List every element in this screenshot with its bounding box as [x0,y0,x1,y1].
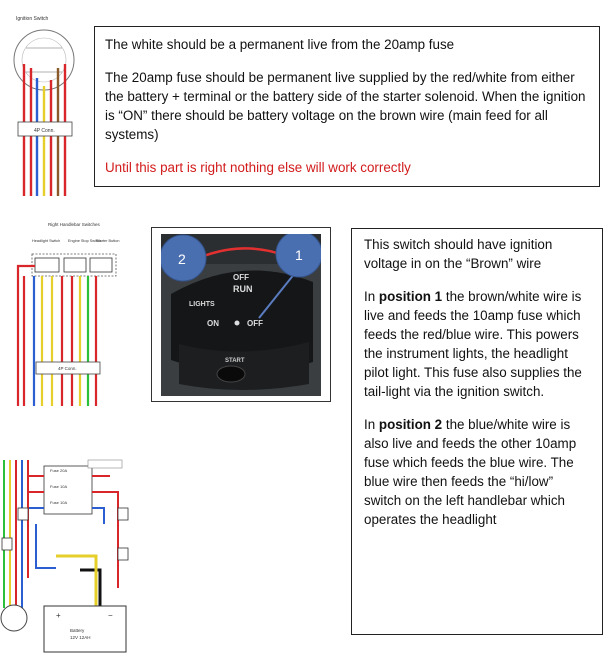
photo-label-run: RUN [233,284,253,294]
ignition-switch-diagram [4,8,88,198]
position-2-label: position 2 [378,417,443,432]
top-note-box [94,26,600,187]
position-1-label: position 1 [378,289,443,304]
starter-motor-circle [1,605,27,631]
position-2-paragraph: In position 2 the blue/white wire is also live and feeds the other 10amp fuse which feeds the blue wire. The blue wire then feeds the “hi/low” switch on the left handlebar which operates the headlight [364,417,577,527]
handlebar-switch-box [32,254,116,276]
note-paragraph-1: The white should be a permanent live from the 20amp fuse [105,37,455,52]
svg-text:Headlight Switch: Headlight Switch [32,239,61,243]
svg-text:2: 2 [178,251,186,267]
photo-label-off: OFF [247,319,263,328]
photo-label-off-top: OFF [233,273,249,282]
photo-label-on: ON [207,319,219,328]
svg-text:12V 12AH: 12V 12AH [70,635,91,640]
warning-text: Until this part is right nothing else will work correctly [105,160,411,175]
svg-text:Right Handlebar Switches: Right Handlebar Switches [48,222,100,227]
svg-text:Starter Button: Starter Button [96,239,120,243]
position-1-paragraph: In position 1 the brown/white wire is live and feeds the 10amp fuse which feeds the red/blue wire. This powers the instrument lights, the headlight pilot light. This fuse also supplies the tail-light via the ignition switch. [364,289,582,399]
svg-text:Fuse 10A: Fuse 10A [50,500,68,505]
handlebar-switch-diagram [10,218,130,408]
svg-text:−: − [108,611,113,620]
switch-photo [161,234,321,396]
svg-text:1: 1 [295,247,303,263]
switch-intro: This switch should have ignition voltage in on the “Brown” wire [364,237,553,271]
svg-text:+: + [56,611,61,620]
photo-label-lights: LIGHTS [189,301,215,308]
svg-text:Battery: Battery [70,628,85,633]
svg-text:Fuse 20A: Fuse 20A [50,468,68,473]
fuse-battery-diagram [0,458,140,658]
svg-text:4P Conn.: 4P Conn. [34,128,55,134]
note-paragraph-2: The 20amp fuse should be permanent live supplied by the red/white from either the battery + terminal or the battery side of the starter solenoid. When the ignition is “ON” there should be battery voltage on the brown wire (main feed for all systems) [105,70,586,142]
switch-photo-frame [151,227,331,402]
photo-label-start: START [225,358,245,364]
switch-note-box [351,228,603,635]
svg-text:Fuse 10A: Fuse 10A [50,484,68,489]
svg-text:4P Conn.: 4P Conn. [58,366,77,371]
ignition-diagram-title: Ignition Switch [16,16,49,22]
fuse-box [44,466,92,514]
svg-text:Engine Stop Switch: Engine Stop Switch [68,239,101,243]
